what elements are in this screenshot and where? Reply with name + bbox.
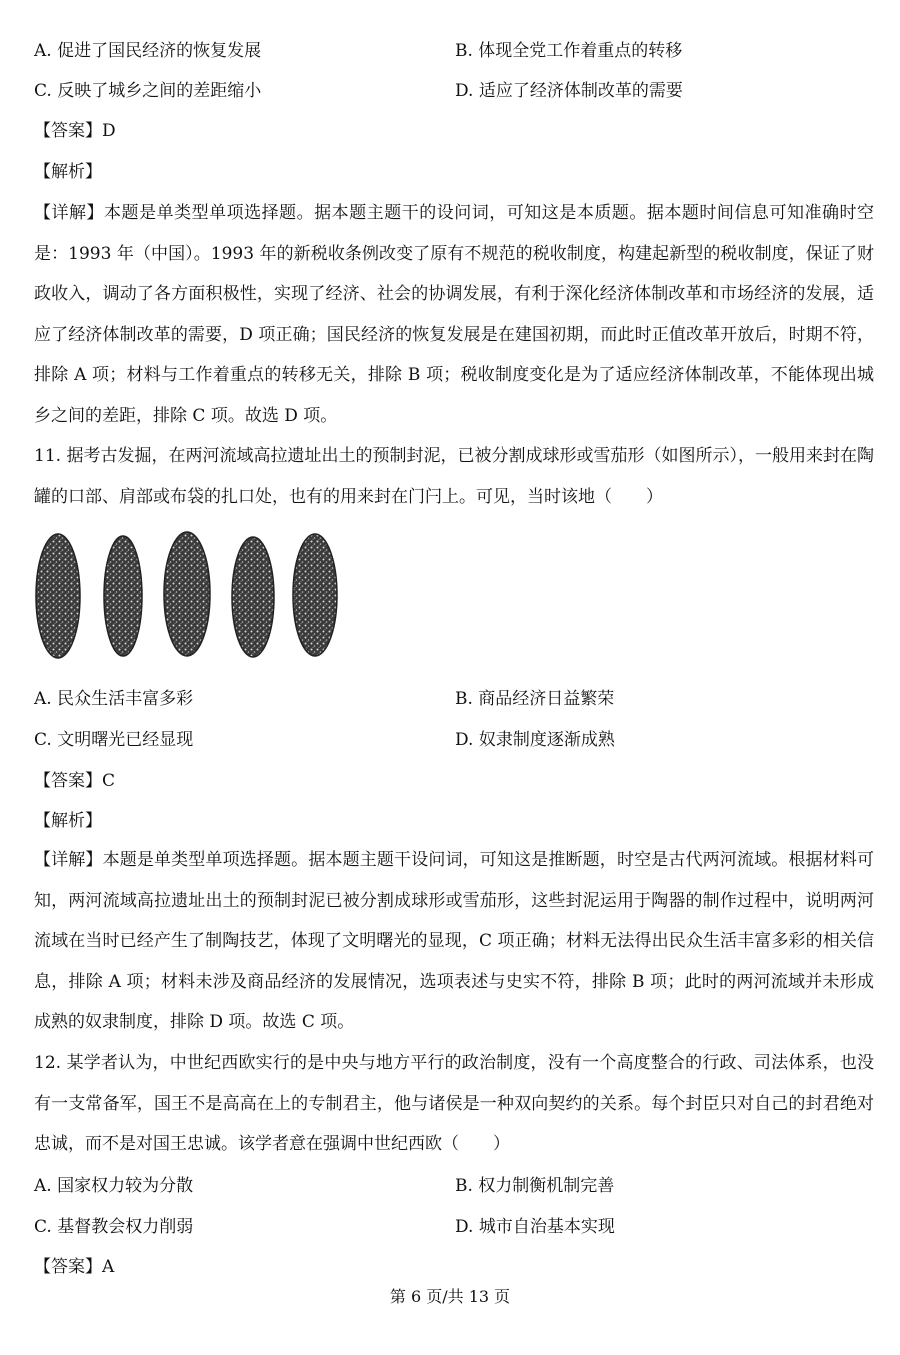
q12-answer: 【答案】A (34, 1257, 115, 1277)
page-footer: 第 6 页/共 13 页 (389, 1287, 511, 1306)
q10-option-a: A. 促进了国民经济的恢复发展 (34, 41, 262, 61)
q11-stem: 11. 据考古发掘，在两河流域高拉遗址出土的预制封泥，已被分割成球形或雪茄形（如图所示），一般用来封在陶罐的口部、肩部或布袋的扎口处，也有的用来封在门闩上。可见，当时该地（ ） (34, 446, 874, 507)
q11-detail: 【详解】本题是单类型单项选择题。据本题主题干设问词，可知这是推断题，时空是古代两河流域。根据材料可知，两河流域高拉遗址出土的预制封泥已被分割成球形或雪茄形，这些封泥运用于陶器的制作过程中，说明两河流域在当时已经产生了制陶技艺，体现了文明曙光的显现，C 项正确；材料无法得出民众生活丰富多彩的相关信息，排除 A 项；材料未涉及商品经济的发展情况，选项表述与史实不符，排除 B 项；此时的两河流域并未形成成熟的奴隶制度，排除 D 项。故选 C 项。 (34, 850, 874, 1033)
q10-analysis-label: 【解析】 (34, 162, 102, 182)
q10-detail: 【详解】本题是单类型单项选择题。据本题主题干的设问词，可知这是本质题。据本题时间信息可知准确时空是：1993 年（中国）。1993 年的新税收条例改变了原有不规范的税收制度，构建起新型的税收制度，保证了财政收入，调动了各方面积极性，实现了经济、社会的协调发展，有利于深化经济体制改革和市场经济的发展，适应了经济体制改革的需要，D 项正确；国民经济的恢复发展是在建国初期，而此时正值改革开放后，时期不符，排除 A 项；材料与工作着重点的转移无关，排除 B 项；税收制度变化是为了适应经济体制改革，不能体现出城乡之间的差距，排除 C 项。故选 D 项。 (34, 203, 874, 426)
q11-answer: 【答案】C (34, 771, 116, 791)
clay-sealing-2 (104, 536, 142, 656)
q10-option-b: B. 体现全党工作着重点的转移 (455, 41, 683, 61)
clay-sealings-image (34, 528, 344, 663)
q12-option-a: A. 国家权力较为分散 (34, 1176, 194, 1196)
q11-option-a: A. 民众生活丰富多彩 (34, 689, 194, 709)
q11-analysis-label: 【解析】 (34, 811, 102, 831)
clay-sealing-1 (36, 534, 80, 658)
q10-option-d: D. 适应了经济体制改革的需要 (455, 81, 683, 101)
q11-option-b: B. 商品经济日益繁荣 (455, 689, 615, 709)
q12-stem: 12. 某学者认为，中世纪西欧实行的是中央与地方平行的政治制度，没有一个高度整合的行政、司法体系，也没有一支常备军，国王不是高高在上的专制君主，他与诸侯是一种双向契约的关系。每个封臣只对自己的封君绝对忠诚，而不是对国王忠诚。该学者意在强调中世纪西欧（ ） (34, 1053, 874, 1155)
q12-option-c: C. 基督教会权力削弱 (34, 1217, 194, 1237)
q12-option-b: B. 权力制衡机制完善 (455, 1176, 615, 1196)
q10-option-c: C. 反映了城乡之间的差距缩小 (34, 81, 262, 101)
q10-answer: 【答案】D (34, 121, 116, 141)
clay-sealing-3 (164, 532, 210, 656)
q11-option-c: C. 文明曙光已经显现 (34, 730, 194, 750)
clay-sealing-4 (232, 537, 274, 657)
clay-sealing-5 (293, 534, 337, 656)
q12-option-d: D. 城市自治基本实现 (455, 1217, 615, 1237)
q11-option-d: D. 奴隶制度逐渐成熟 (455, 730, 615, 750)
